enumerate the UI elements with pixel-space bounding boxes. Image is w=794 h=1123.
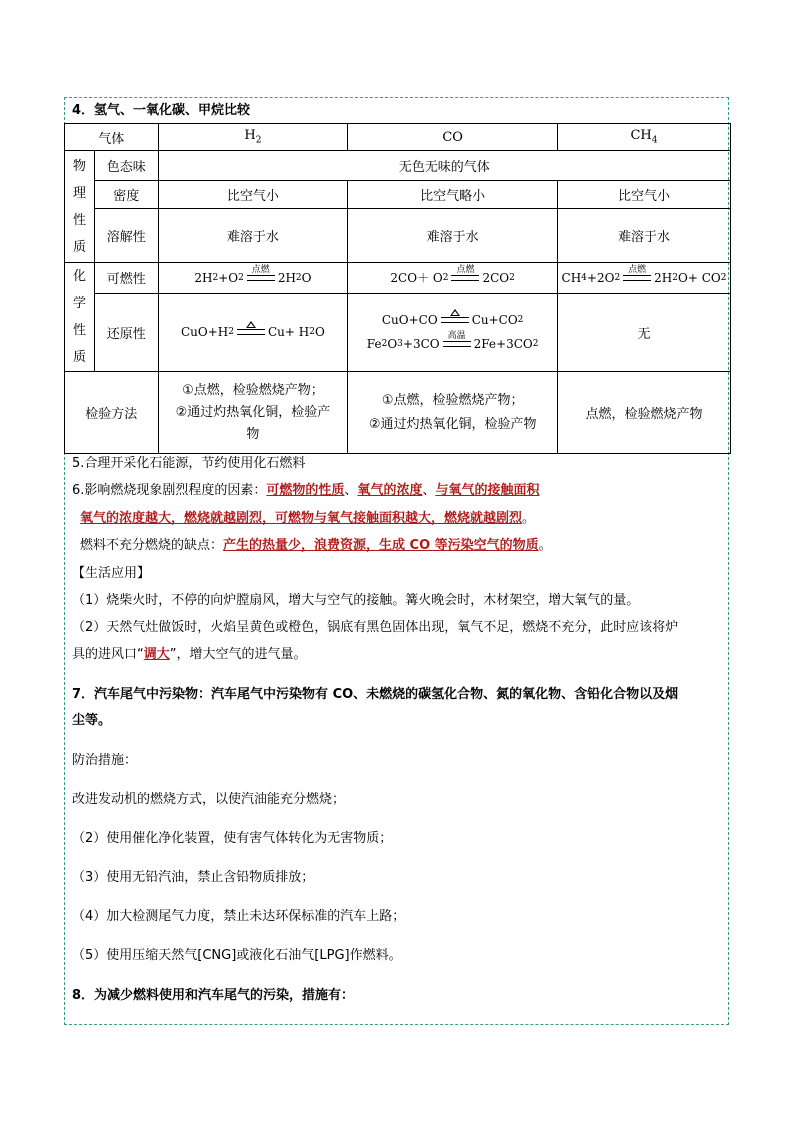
row-label-combustibility: 可燃性	[94, 263, 158, 294]
table-row	[65, 263, 731, 294]
table-row	[65, 181, 731, 209]
row-label-test: 检验方法	[65, 372, 159, 454]
section-6-line2: 氧气的浓度越大，燃烧就越剧烈，可燃物与氧气接触面积越大，燃烧就越剧烈。	[80, 511, 536, 526]
table-row	[65, 151, 731, 181]
measure-item: 改进发动机的燃烧方式，以使汽油能充分燃烧；	[72, 792, 346, 807]
measure-item: （3）使用无铅汽油，禁止含铅物质排放；	[72, 870, 315, 885]
reduction-ch4: 无	[558, 293, 731, 371]
section-4-title: 4．氢气、一氧化碳、甲烷比较	[72, 103, 251, 118]
reaction-condition: 点燃	[247, 266, 275, 281]
row-label-color-odor: 色态味	[94, 151, 158, 181]
measure-item: （5）使用压缩天然气[CNG]或液化石油气[LPG]作燃料。	[72, 948, 402, 963]
reaction-condition: 点燃	[623, 266, 651, 281]
table-row	[65, 293, 731, 371]
section-6-line3: 燃料不充分燃烧的缺点：产生的热量少，浪费资源，生成 CO 等污染空气的物质。	[80, 538, 552, 553]
reduction-co-equations: CuO+CO Cu+CO 2 Fe 2 O 3 +3CO 高温 2Fe+3CO 2	[348, 293, 558, 371]
header-co: CO	[348, 124, 558, 151]
measure-item: （2）使用催化净化装置，使有害气体转化为无害物质；	[72, 831, 393, 846]
test-co: ①点燃，检验燃烧产物； ②通过灼热氧化铜，检验产物	[348, 372, 558, 454]
group-physical: 物 理 性 质	[65, 151, 95, 263]
life-title: 【生活应用】	[72, 566, 151, 581]
table-row	[65, 209, 731, 263]
table-row	[65, 372, 731, 454]
header-ch4: $CH_4$	[558, 124, 731, 151]
solubility-co: 难溶于水	[348, 209, 558, 263]
combustion-h2-equation: 2H 2 +O 2 点燃 2H 2 O	[158, 263, 348, 294]
life-item-2-line2: 具的进风口“调大”，增大空气的进气量。	[72, 647, 307, 662]
row-label-solubility: 溶解性	[94, 209, 158, 263]
life-item-1: （1）烧柴火时，不停的向炉膛扇风，增大与空气的接触。篝火晚会时，木材架空，增大氧气的量。	[72, 593, 640, 608]
heating-triangle-icon	[246, 321, 256, 328]
density-h2: 比空气小	[158, 181, 348, 209]
test-ch4: 点燃，检验燃烧产物	[558, 372, 731, 454]
reduction-h2-equation: CuO+H 2 Cu+ H 2 O	[158, 293, 348, 371]
section-6-line1: 6.影响燃烧现象剧烈程度的因素：可燃物的性质、氧气的浓度、与氧气的接触面积	[72, 483, 540, 498]
row-label-density: 密度	[94, 181, 158, 209]
row-label-reducibility: 还原性	[94, 293, 158, 371]
gas-comparison-table	[64, 123, 731, 454]
combustion-ch4-equation: CH 4 +2O 2 点燃 2H 2 O+ CO 2	[558, 263, 731, 294]
table-header-row	[65, 124, 731, 151]
section-7-line2: 尘等。	[72, 713, 112, 728]
reaction-condition: 点燃	[451, 266, 479, 281]
header-h2: $H_2$	[158, 124, 348, 151]
solubility-ch4: 难溶于水	[558, 209, 731, 263]
section-5: 5.合理开采化石能源，节约使用化石燃料	[72, 456, 306, 471]
reaction-condition: 高温	[443, 332, 471, 347]
heat-condition	[441, 309, 469, 323]
solubility-h2: 难溶于水	[158, 209, 348, 263]
measure-item: （4）加大检测尾气力度，禁止未达环保标准的汽车上路；	[72, 909, 406, 924]
color-odor-value: 无色无味的气体	[158, 151, 730, 181]
test-h2: ①点燃，检验燃烧产物； ②通过灼热氧化铜，检验产 物	[158, 372, 348, 454]
section-7-line1: 7．汽车尾气中污染物：汽车尾气中污染物有 CO、未燃烧的碳氢化合物、氮的氧化物、含铅化合物以及烟	[72, 687, 679, 702]
section-8: 8．为减少燃料使用和汽车尾气的污染，措施有：	[72, 988, 355, 1003]
combustion-co-equation: 2CO＋ O 2 点燃 2CO 2	[348, 263, 558, 294]
measures-title: 防治措施：	[72, 753, 138, 768]
header-gas: 气体	[65, 124, 159, 151]
heat-condition	[237, 321, 265, 335]
heating-triangle-icon	[450, 309, 460, 316]
density-co: 比空气略小	[348, 181, 558, 209]
life-item-2-line1: （2）天然气灶做饭时，火焰呈黄色或橙色，锅底有黑色固体出现，氧气不足，燃烧不充分，此时应该将炉	[72, 620, 679, 635]
density-ch4: 比空气小	[558, 181, 731, 209]
group-chemical: 化 学 性 质	[65, 263, 95, 372]
